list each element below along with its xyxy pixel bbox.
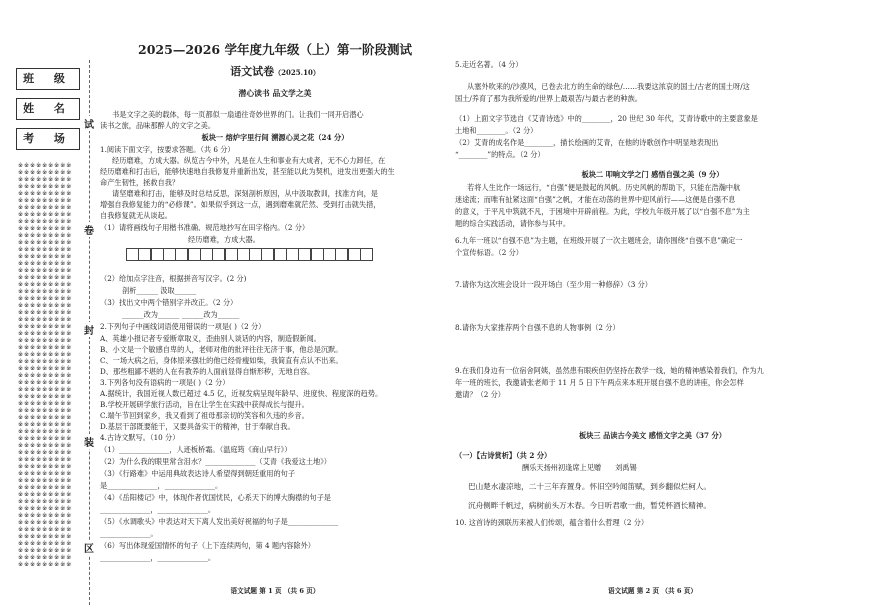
q1-1-stem: （1）请将画线句子用楷书准确、规范地抄写在田字格内。（2 分）	[100, 223, 310, 232]
seal-char-juan: 卷	[84, 222, 94, 237]
seal-char-feng: 封	[84, 322, 94, 337]
intro-line-1: 书是文字之美的载体，每一页都似一扇通往奇妙世界的门。让我们一同开启潜心	[112, 110, 364, 119]
subtitle-date: （2025.10）	[274, 68, 320, 77]
block2-intro-3: 的意义，于平凡中筑就不凡，于困境中开辟前程。为此，学校九年级开展了以“自强不息”为主	[455, 207, 750, 216]
exam-subtitle	[100, 60, 450, 79]
passage-line-3: 命产生韧性，拯救自我？	[100, 178, 180, 187]
q7-stem: 7.请你为这次班会设计一段开场白（至少用一种修辞）（3 分）	[455, 280, 652, 289]
q1-2-answer-line[interactable]: 剖析______ 汲取______	[122, 286, 197, 295]
q3-option-c: C.端午节回到家乡，我又看到了祖母那亲切的笑容和久违的乡音。	[100, 411, 309, 420]
exam-room-field: 考 场	[16, 128, 80, 150]
q4-line-6[interactable]: ______________，______________。	[100, 505, 216, 514]
passage-line-6: 自我修复就无从谈起。	[100, 211, 172, 220]
q4-line-8[interactable]: ______________。	[100, 529, 158, 538]
seal-char-qu: 区	[84, 540, 94, 555]
q6-line-2: 个宣传标语。（2 分）	[455, 248, 523, 257]
q9-line-2: 年一班的班长，我邀请张老师于 11 月 5 日下午两点来本班开展自强不息的讲座，你会怎样	[455, 378, 744, 387]
binding-dot-pattern: ※※※※※※※※※ ※※※※※※※※※ ※※※※※※※※※ ※※※※※※※※※ ※※※※※※※※※ ※※※※※※※※※ ※※※※※※※※※ ※※※※※※※※※ ※※※※※※※※※ ※※※※※※※※※ ※※※※※※※※※ ※※※※※※※※※ ※※※※※※※※※ ※※※※※※※※※ ※※※※※※※※※ ※※※※※※※※※ ※※※※※※※※※ ※※※※※※※※※ ※※※※※※※※※ ※※※※※※※※※ ※※※※※※※※※ ※※※※※※※※※ ※※※※※※※※※ ※※※※※※※※※ ※※※※※※※※※ ※※※※※※※※※ ※※※※※※※※※ ※※※※※※※※※ ※※※※※※※※※ ※※※※※※※※※ ※※※※※※※※※ ※※※※※※※※※ ※※※※※※※※※ ※※※※※※※※※ ※※※※※※※※※ ※※※※※※※※※ ※※※※※※※※※ ※※※※※※※※※ ※※※※※※※※※ ※※※※※※※※※ ※※※※※※※※※ ※※※※※※※※※ ※※※※※※※※※ ※※※※※※※※※ ※※※※※※※※※ ※※※※※※※※※ ※※※※※※※※※ ※※※※※※※※※ ※※※※※※※※※ ※※※※※※※※※ ※※※※※※※※※ ※※※※※※※※※ ※※※※※※※※※ ※※※※※※※※※ ※※※※※※※※※ ※※※※※※※※※ ※※※※※※※※※ ※※※※※※※※※	[18, 162, 73, 568]
q9-line-1: 9.在我们身边有一位宿舍阿姨，虽然患有眼疾但仍坚持在教学一线，她的精神感染着我们，作为九	[455, 366, 764, 375]
block2-title: 板块二 叩响文学之门 感悟自强之美（9 分）	[581, 170, 724, 179]
q2-option-a: A、英雄小报记者专爱断章取义，歪曲别人谈话的内容，制造假新闻。	[100, 334, 321, 343]
q5-poem-line-2: 国土/养育了那为我所爱的/世界上最艰苦/与最古老的种族。	[455, 94, 642, 103]
poem-line-2: 沉舟侧畔千帆过，病树前头万木春。今日听君歌一曲，暂凭杯酒长精神。	[468, 501, 711, 510]
subtitle-main: 语文试卷	[230, 65, 275, 78]
poem-author: 刘禹锡	[615, 463, 637, 472]
q5-1-line-1[interactable]: （1）上面文字节选自《艾青诗选》中的________，20 世纪 30 年代，艾青诗歌中的主要意象是	[455, 114, 758, 123]
q4-line-2[interactable]: （2）为什么我的眼里常含泪水？______________（艾青《我爱这土地》）	[100, 457, 331, 466]
block1-title: 板块一 熔炉字里行间 溯源心灵之花（24 分）	[201, 133, 349, 142]
q3-option-d: D.基层干部既要能干，又要具备实干的精神，甘于奉献自我。	[100, 422, 295, 431]
q5-2-line-1[interactable]: （2）艾青的成名作是________，描长绘画的艾青，在他的诗歌创作中明显地表现出	[455, 138, 719, 147]
q3-stem: 3.下列各句没有语病的一项是( )（2 分）	[100, 378, 230, 387]
q4-line-3: （3）《行路难》中运用典故表达诗人希望得到朝廷重用的句子	[100, 469, 296, 478]
q1-2-stem: （2）给加点字注音，根据拼音写汉字。(2 分)	[100, 274, 247, 283]
block3-title: 板块三 品读古今美文 感悟文字之美（37 分）	[579, 431, 726, 440]
q4-line-7[interactable]: （5）《水调歌头》中表达对天下离人发出美好祝福的句子是______________	[100, 517, 339, 526]
q8-stem: 8.请你为大家推荐两个自强不息的人物事例（2 分）	[455, 323, 620, 332]
q1-1-sentence: 经历磨难，方成大器。	[188, 235, 260, 244]
part1-title: （一）【古诗赏析】（共 2 分）	[455, 451, 552, 460]
q5-poem-line-1: 从塞外吹来的/沙漠风，已卷去北方的生命的绿色/……我要这浓哀的国土/古老的国土呀/这	[467, 82, 750, 91]
poem-title-text: 酬乐天扬州初逢席上见赠	[522, 463, 602, 472]
right-page-footer: 语文试题 第 2 页 （共 6 页）	[608, 587, 697, 595]
q4-line-9: （6）写出体现爱国情怀的句子（上下连续两句，第 4 题内容除外）	[100, 541, 315, 550]
tianzige-grid[interactable]	[126, 248, 372, 261]
q2-option-b: B、小文是一个敏感自卑的人，老师对他的批评往往无济于事，他总是沉默。	[100, 345, 343, 354]
q3-option-a: A.据统计，我国近视人数已超过 4.5 亿，近视发病呈现年龄早、进度快、程度深的趋势。	[100, 389, 383, 398]
exam-title: 2025—2026 学年度九年级（上）第一阶段测试	[138, 42, 412, 57]
poem-line-1: 巴山楚水凄凉地，二十三年弃置身。怀旧空吟闻笛赋，到乡翻似烂柯人。	[468, 482, 711, 491]
q5-2-line-2[interactable]: “________”的特点。（2 分）	[455, 150, 545, 159]
q1-3-answer-line[interactable]: ______改为______ ______改为______	[122, 310, 240, 319]
block2-intro-4: 题的综合实践活动，请你参与其中。	[455, 219, 571, 228]
q6-line-1: 6.九年一班以“自强不息”为主题，在班级开展了一次主题班会，请你围绕“自强不息”确定一	[455, 236, 743, 245]
passage-line-5: 增强自我修复能力的“必修课”。如果似乎到这一点，遇到磨难就茫然、受到打击就失措，	[100, 200, 381, 209]
q5-1-line-2[interactable]: 土地和________。（2 分）	[455, 126, 538, 135]
seal-char-zhuang: 装	[84, 434, 94, 449]
q2-stem: 2.下列句子中画线词语使用错误的一项是( )（2 分）	[100, 322, 266, 331]
block2-intro-2: 迷途流；而唯有扯紧这面“自强”之帆，才能在动荡的世界中迎风前行——这便是自强不息	[455, 195, 736, 204]
q9-line-3: 邀请？（2 分）	[455, 390, 505, 399]
q4-line-4[interactable]: 是______________，______________。	[100, 481, 223, 490]
passage-line-2: 经历磨难和打击后，能够快速地自我修复并重新出发，甚至能以此为契机，迸发出更强大的生	[100, 167, 395, 176]
seal-char-shi: 试	[84, 116, 94, 131]
q2-option-d: D、那些粗鄙不堪的人在有教养的人面前显得自惭形秽，无地自容。	[100, 367, 315, 376]
left-section-title: 潜心读书 品文学之美	[238, 89, 312, 98]
class-field: 班 级	[16, 68, 80, 90]
intro-line-2: 读书之旅，品味那醉人的文字之美。	[100, 121, 216, 130]
poem-title	[522, 463, 637, 473]
left-page-footer: 语文试题 第 1 页 （共 6 页）	[230, 587, 320, 595]
q2-option-c: C、一场大病之后，身体原来强壮的他已经骨瘦如柴，我简直有点认不出来。	[100, 356, 343, 365]
q5-stem: 5.走近名著。（4 分）	[455, 60, 523, 69]
q4-line-10[interactable]: ______________，______________。	[100, 553, 216, 562]
q1-3-stem: （3）找出文中两个错别字并改正。（2 分）	[100, 298, 238, 307]
q4-line-1[interactable]: （1）______________，人迹板桥霜。（温庭筠《商山早行》）	[100, 445, 292, 454]
q4-stem: 4.古诗文默写。（10 分）	[100, 433, 180, 442]
q1-stem: 1.阅读下面文字，按要求答题。（共 6 分）	[100, 145, 235, 154]
name-field: 姓 名	[16, 98, 80, 120]
q3-option-b: B.学校开展研学旅行活动，旨在让学生在实践中获得成长与提升。	[100, 400, 309, 409]
q10-stem: 10. 这首诗的颈联历来被人们传颂，蕴含着什么哲理（2 分）	[455, 518, 649, 527]
q4-line-5: （4）《岳阳楼记》中，体现作者优国忧民，心系天下的博大胸襟的句子是	[100, 493, 331, 502]
block2-intro-1: 若将人生比作一场远行，“自强”便是鼓起的风帆。历史风帆的帮助下，只能在浩瀚中航	[467, 183, 741, 192]
passage-line-4: 请坚磨难和打击，能够及时总结反思，深刻剖析原因，从中汲取教训，找准方向，是	[112, 189, 378, 198]
passage-line-1: 经历磨难，方成大器。纵览古今中外，凡是在人生和事业有大成者，无不心力卸任，在	[112, 156, 386, 165]
